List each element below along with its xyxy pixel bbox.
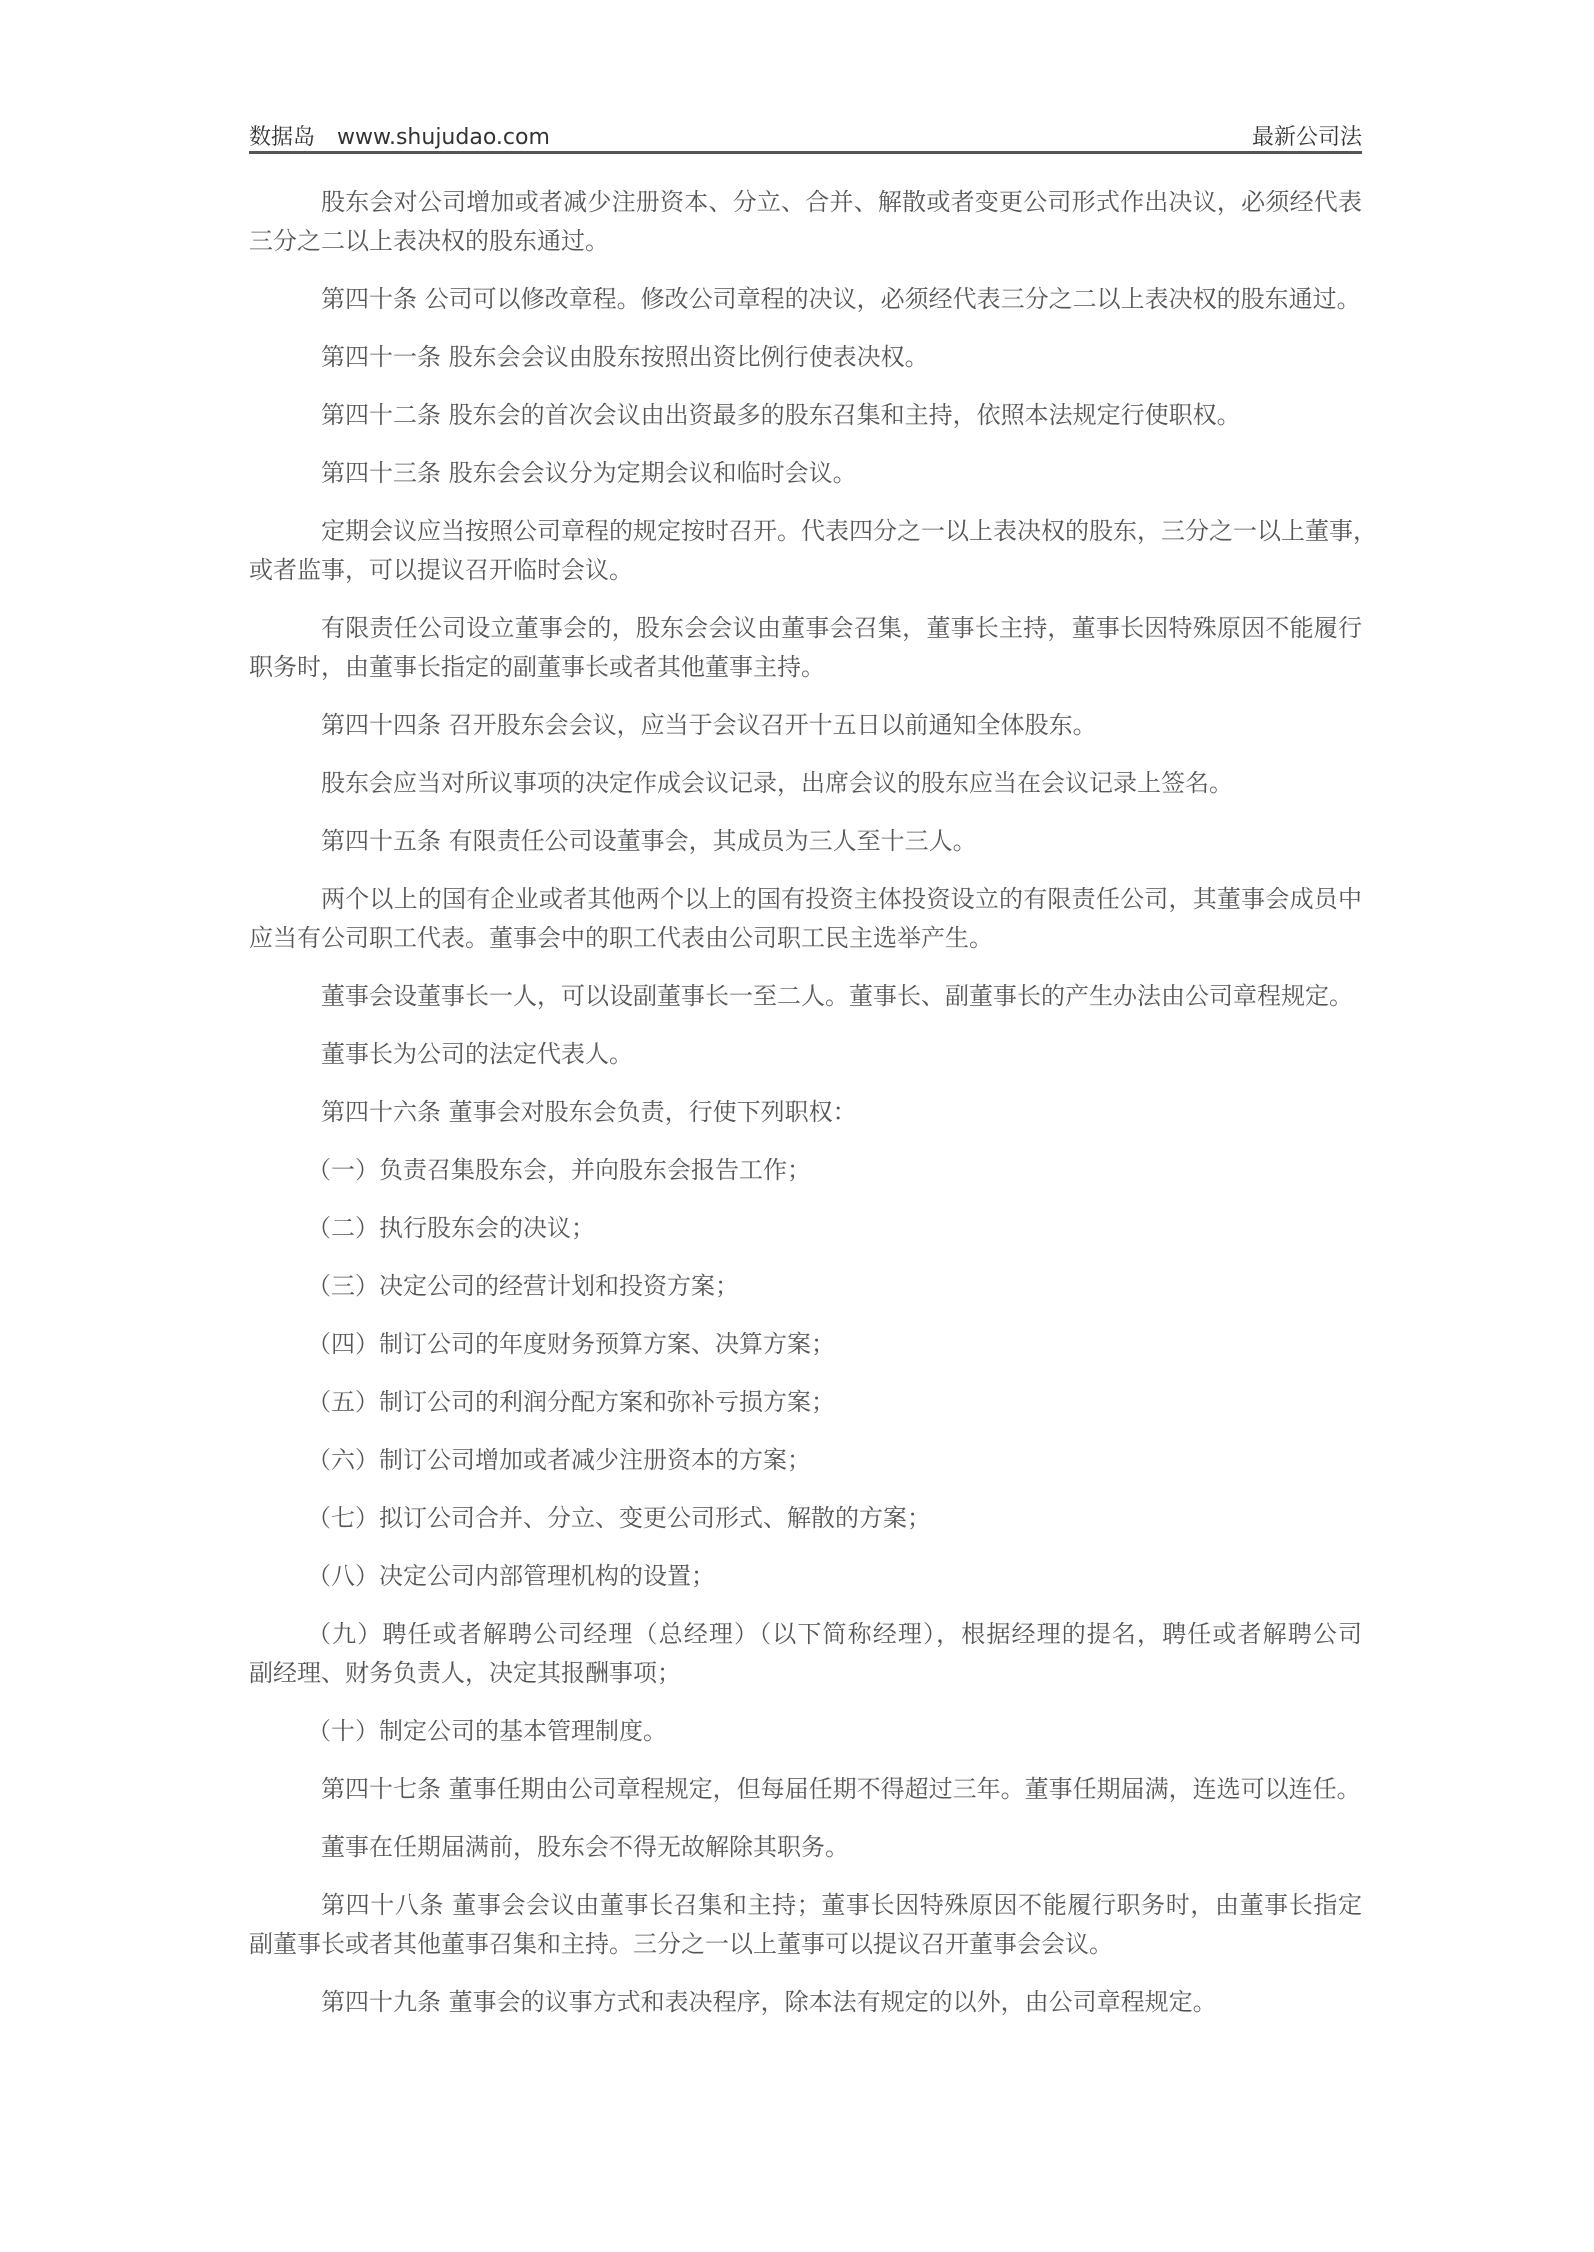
list-item bbox=[249, 1499, 1362, 1538]
paragraph bbox=[249, 880, 1362, 958]
text-line: 股东会对公司增加或者减少注册资本、分立、合并、解散或者变更公司形式作出决议，必须经代表 bbox=[321, 188, 1362, 216]
text-line: 第四十七条 董事任期由公司章程规定，但每届任期不得超过三年。董事任期届满，连选可以连任。 bbox=[321, 1775, 1361, 1803]
list-item bbox=[249, 1151, 1362, 1190]
text-line: （四）制订公司的年度财务预算方案、决算方案； bbox=[307, 1330, 835, 1358]
list-item bbox=[249, 1383, 1362, 1422]
paragraph bbox=[249, 338, 1362, 377]
list-item bbox=[249, 1557, 1362, 1596]
text-line: 董事在任期届满前，股东会不得无故解除其职务。 bbox=[321, 1833, 849, 1861]
text-line: 董事长为公司的法定代表人。 bbox=[321, 1040, 633, 1068]
list-item bbox=[249, 1441, 1362, 1480]
list-item bbox=[249, 1209, 1362, 1248]
text-line: 应当有公司职工代表。董事会中的职工代表由公司职工民主选举产生。 bbox=[249, 924, 993, 952]
header-left bbox=[249, 120, 550, 151]
text-line: 三分之二以上表决权的股东通过。 bbox=[249, 227, 609, 255]
text-line: 或者监事，可以提议召开临时会议。 bbox=[249, 556, 633, 584]
site-url: www.shujudao.com bbox=[337, 125, 550, 150]
text-line: 第四十三条 股东会会议分为定期会议和临时会议。 bbox=[321, 459, 857, 487]
text-line: 第四十九条 董事会的议事方式和表决程序，除本法有规定的以外，由公司章程规定。 bbox=[321, 1988, 1217, 2016]
text-line: （一）负责召集股东会，并向股东会报告工作； bbox=[307, 1156, 811, 1184]
text-line: 两个以上的国有企业或者其他两个以上的国有投资主体投资设立的有限责任公司，其董事会成员中 bbox=[321, 885, 1362, 913]
paragraph bbox=[249, 1035, 1362, 1074]
document-body bbox=[249, 183, 1377, 2041]
text-line: 股东会应当对所议事项的决定作成会议记录，出席会议的股东应当在会议记录上签名。 bbox=[321, 769, 1233, 797]
list-item bbox=[249, 1267, 1362, 1306]
text-line: 第四十八条 董事会会议由董事长召集和主持；董事长因特殊原因不能履行职务时，由董事长指定 bbox=[321, 1891, 1362, 1919]
text-line: 第四十六条 董事会对股东会负责，行使下列职权： bbox=[321, 1098, 857, 1126]
paragraph bbox=[249, 1886, 1362, 1964]
text-line: 第四十五条 有限责任公司设董事会，其成员为三人至十三人。 bbox=[321, 827, 977, 855]
text-line: 第四十四条 召开股东会会议，应当于会议召开十五日以前通知全体股东。 bbox=[321, 711, 1097, 739]
text-line: 副经理、财务负责人，决定其报酬事项； bbox=[249, 1659, 681, 1687]
page-header bbox=[249, 118, 1362, 152]
text-line: （十）制定公司的基本管理制度。 bbox=[307, 1717, 667, 1745]
paragraph bbox=[249, 512, 1377, 590]
text-line: 有限责任公司设立董事会的，股东会会议由董事会召集，董事长主持，董事长因特殊原因不能履行 bbox=[321, 614, 1362, 642]
text-line: （六）制订公司增加或者减少注册资本的方案； bbox=[307, 1446, 811, 1474]
text-line: 定期会议应当按照公司章程的规定按时召开。代表四分之一以上表决权的股东，三分之一以上董事， bbox=[321, 517, 1377, 545]
paragraph bbox=[249, 1093, 1362, 1132]
paragraph bbox=[249, 764, 1362, 803]
paragraph bbox=[249, 822, 1362, 861]
paragraph bbox=[249, 1983, 1362, 2022]
text-line: 职务时，由董事长指定的副董事长或者其他董事主持。 bbox=[249, 653, 825, 681]
document-title: 最新公司法 bbox=[1251, 125, 1362, 150]
paragraph bbox=[249, 609, 1362, 687]
text-line: （九）聘任或者解聘公司经理（总经理）（以下简称经理），根据经理的提名，聘任或者解聘公司 bbox=[307, 1620, 1362, 1648]
text-line: 副董事长或者其他董事召集和主持。三分之一以上董事可以提议召开董事会会议。 bbox=[249, 1930, 1113, 1958]
paragraph bbox=[249, 706, 1362, 745]
paragraph bbox=[249, 1828, 1362, 1867]
text-line: （八）决定公司内部管理机构的设置； bbox=[307, 1562, 715, 1590]
list-item bbox=[249, 1615, 1362, 1693]
text-line: 第四十二条 股东会的首次会议由出资最多的股东召集和主持，依照本法规定行使职权。 bbox=[321, 401, 1241, 429]
text-line: （二）执行股东会的决议； bbox=[307, 1214, 595, 1242]
paragraph bbox=[249, 977, 1362, 1016]
paragraph bbox=[249, 396, 1362, 435]
paragraph bbox=[249, 1770, 1362, 1809]
paragraph bbox=[249, 183, 1362, 261]
text-line: 董事会设董事长一人，可以设副董事长一至二人。董事长、副董事长的产生办法由公司章程规定。 bbox=[321, 982, 1353, 1010]
text-line: （七）拟订公司合并、分立、变更公司形式、解散的方案； bbox=[307, 1504, 931, 1532]
list-item bbox=[249, 1325, 1362, 1364]
list-item bbox=[249, 1712, 1362, 1751]
paragraph bbox=[249, 280, 1362, 319]
text-line: （五）制订公司的利润分配方案和弥补亏损方案； bbox=[307, 1388, 835, 1416]
paragraph bbox=[249, 454, 1362, 493]
text-line: 第四十条 公司可以修改章程。修改公司章程的决议，必须经代表三分之二以上表决权的股东通过。 bbox=[321, 285, 1361, 313]
header-divider bbox=[249, 151, 1362, 154]
text-line: 第四十一条 股东会会议由股东按照出资比例行使表决权。 bbox=[321, 343, 929, 371]
brand-name: 数据岛 bbox=[249, 125, 316, 150]
text-line: （三）决定公司的经营计划和投资方案； bbox=[307, 1272, 739, 1300]
